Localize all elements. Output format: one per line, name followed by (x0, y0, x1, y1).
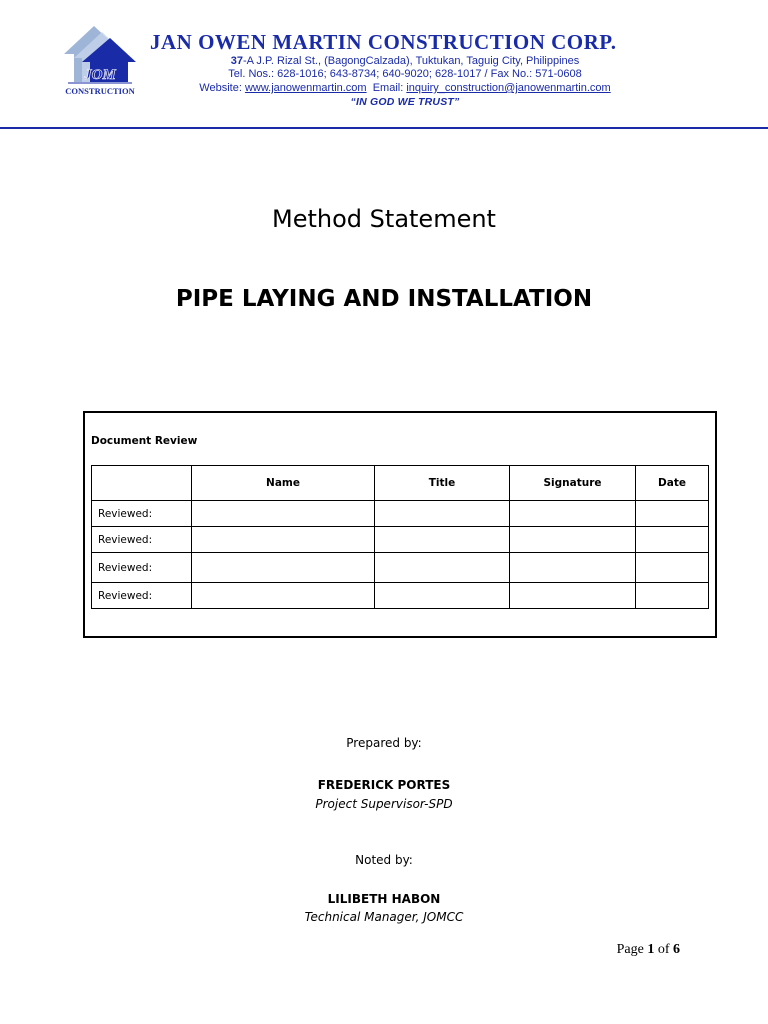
email-link[interactable]: inquiry_construction@janowenmartin.com (406, 82, 611, 94)
review-row-label: Reviewed: (92, 583, 192, 609)
company-phone: Tel. Nos.: 628-1016; 643-8734; 640-9020; 628-1017 / Fax No.: 571-0608 (228, 68, 582, 80)
review-col-blank (92, 466, 192, 501)
address-rest: -A J.P. Rizal St., (BagongCalzada), Tuktukan, Taguig City, Philippines (242, 55, 580, 67)
company-motto: “IN GOD WE TRUST” (350, 96, 460, 108)
company-address (150, 55, 660, 67)
noted-name: LILIBETH HABON (327, 892, 441, 906)
review-row-label: Reviewed: (92, 553, 192, 583)
review-date-cell[interactable] (636, 583, 709, 609)
prepared-role: Project Supervisor-SPD (315, 797, 453, 811)
review-title-cell[interactable] (375, 553, 510, 583)
page-number (600, 942, 680, 958)
page-current: 1 (647, 942, 655, 957)
website-link[interactable]: www.janowenmartin.com (244, 82, 367, 94)
website-label: Website: (199, 82, 245, 94)
review-name-cell[interactable] (192, 501, 375, 527)
document-title: PIPE LAYING AND INSTALLATION (175, 286, 593, 312)
company-contact (150, 82, 660, 94)
review-row (92, 501, 709, 527)
review-table (91, 465, 709, 609)
document-review-box (83, 411, 717, 638)
noted-label: Noted by: (355, 853, 413, 867)
logo-subtext: CONSTRUCTION (65, 86, 135, 96)
review-row (92, 553, 709, 583)
review-name-cell[interactable] (192, 583, 375, 609)
review-signature-cell[interactable] (510, 527, 636, 553)
review-col-signature: Signature (510, 466, 636, 501)
review-row (92, 527, 709, 553)
review-title-cell[interactable] (375, 527, 510, 553)
review-row-label: Reviewed: (92, 501, 192, 527)
review-signature-cell[interactable] (510, 583, 636, 609)
review-date-cell[interactable] (636, 527, 709, 553)
address-number: 37 (230, 55, 243, 67)
company-name: JAN OWEN MARTIN CONSTRUCTION CORP. (150, 30, 617, 54)
logo-text: JOM (84, 67, 116, 83)
review-date-cell[interactable] (636, 553, 709, 583)
review-name-cell[interactable] (192, 527, 375, 553)
review-header-row (92, 466, 709, 501)
review-signature-cell[interactable] (510, 553, 636, 583)
review-col-date: Date (636, 466, 709, 501)
letterhead (0, 0, 768, 130)
review-title-cell[interactable] (375, 501, 510, 527)
review-date-cell[interactable] (636, 501, 709, 527)
review-title-cell[interactable] (375, 583, 510, 609)
review-caption: Document Review (91, 435, 198, 447)
prepared-label: Prepared by: (346, 736, 422, 750)
header-divider (0, 127, 768, 129)
page-of-word: of (654, 942, 673, 957)
page-total: 6 (673, 942, 680, 957)
review-row-label: Reviewed: (92, 527, 192, 553)
email-label: Email: (366, 82, 407, 94)
noted-role: Technical Manager, JOMCC (304, 910, 464, 924)
review-col-title: Title (375, 466, 510, 501)
prepared-name: FREDERICK PORTES (317, 778, 451, 792)
page-word: Page (616, 942, 648, 957)
review-col-name: Name (192, 466, 375, 501)
company-logo (60, 22, 140, 104)
document-type: Method Statement (272, 205, 496, 233)
review-signature-cell[interactable] (510, 501, 636, 527)
review-row (92, 583, 709, 609)
review-name-cell[interactable] (192, 553, 375, 583)
